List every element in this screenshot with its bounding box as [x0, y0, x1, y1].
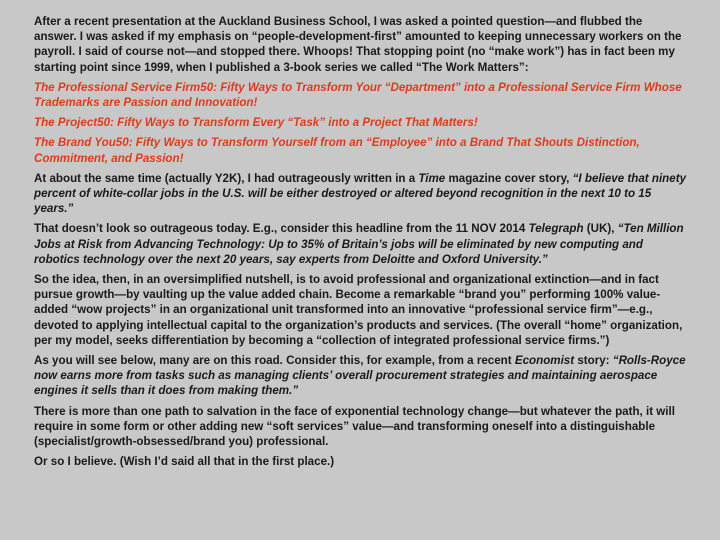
- economist-name: Economist: [514, 354, 575, 368]
- telegraph-quote: “Ten Million Jobs at Risk from Advancing Technology: Up to 35% of Britain’s jobs will be eliminated by new computing and robotics technology over the next 20 years, say experts from Deloitte and Oxford University.”: [34, 222, 684, 266]
- economist-paragraph-text-2: story:: [574, 354, 613, 368]
- book-title-brand-you50: The Brand You50: Fifty Ways to Transform Yourself from an “Employee” into a Brand That Shouts Distinction, Commitment, and Passion!: [34, 136, 640, 165]
- intro-paragraph: After a recent presentation at the Auckland Business School, I was asked a pointed question—and flubbed the answer. I was asked if my emphasis on “people-development-first” amounted to keeping unnecessary workers on the payroll. I said of course not—and stopped there. Whoops! That stopping point (no “make work”) has in fact been my starting point since 1999, when I published a 3-book series we called “The Work Matters”:: [34, 15, 682, 74]
- value-chain-paragraph: So the idea, then, in an oversimplified nutshell, is to avoid professional and organizational extinction—and in fact pursue growth—by vaulting up the value added chain. Become a remarkable “brand you” performing 100% value-added “wow projects” in an organizational unit transformed into an innovative “professional service firm”—e.g., devoted to applying intellectual capital to the organization’s products and services. (The overall “home” organization, per my model, seeks differentiation by becoming a “collection of integrated professional service firms.”): [34, 273, 683, 347]
- book-title-professional-service-firm: The Professional Service Firm50: Fifty Ways to Transform Your “Department” into a Professional Service Firm Whose Trademarks are Passion and Innovation!: [34, 80, 682, 110]
- telegraph-paragraph-text: That doesn’t look so outrageous today. E.g., consider this headline from the 11 NOV 2014: [34, 222, 529, 236]
- economist-paragraph-text: As you will see below, many are on this road. Consider this, for example, from a recent: [34, 354, 515, 368]
- time-magazine-paragraph: [34, 171, 686, 217]
- book-title-project50: The Project50: Fifty Ways to Transform Every “Task” into a Project That Matters!: [34, 116, 478, 130]
- time-paragraph-text: At about the same time (actually Y2K), I had outrageously written in a: [34, 171, 419, 185]
- telegraph-paragraph: [34, 221, 686, 267]
- economist-paragraph: [34, 353, 686, 399]
- time-quote: “I believe that ninety percent of white-collar jobs in the U.S. will be either destroyed or altered beyond recognition in the next 10 to 15 years.”: [34, 171, 687, 216]
- telegraph-name: Telegraph: [528, 222, 584, 236]
- time-magazine-name: Time: [418, 171, 446, 185]
- salvation-paragraph: There is more than one path to salvation in the face of exponential technology change—but whatever the path, it will require in some form or other adding new “soft services” value—and transforming oneself into a distinguishable (specialist/growth-obsessed/brand you) professional.: [34, 404, 675, 449]
- closing-paragraph: Or so I believe. (Wish I’d said all that in the first place.): [34, 455, 335, 469]
- economist-quote: “Rolls-Royce now earns more from tasks such as managing clients’ overall procurement strategies and maintaining aerospace engines it sells than it does from making them.”: [34, 354, 686, 398]
- telegraph-paragraph-text-2: (UK),: [583, 222, 618, 236]
- time-paragraph-text-2: magazine cover story,: [445, 171, 573, 185]
